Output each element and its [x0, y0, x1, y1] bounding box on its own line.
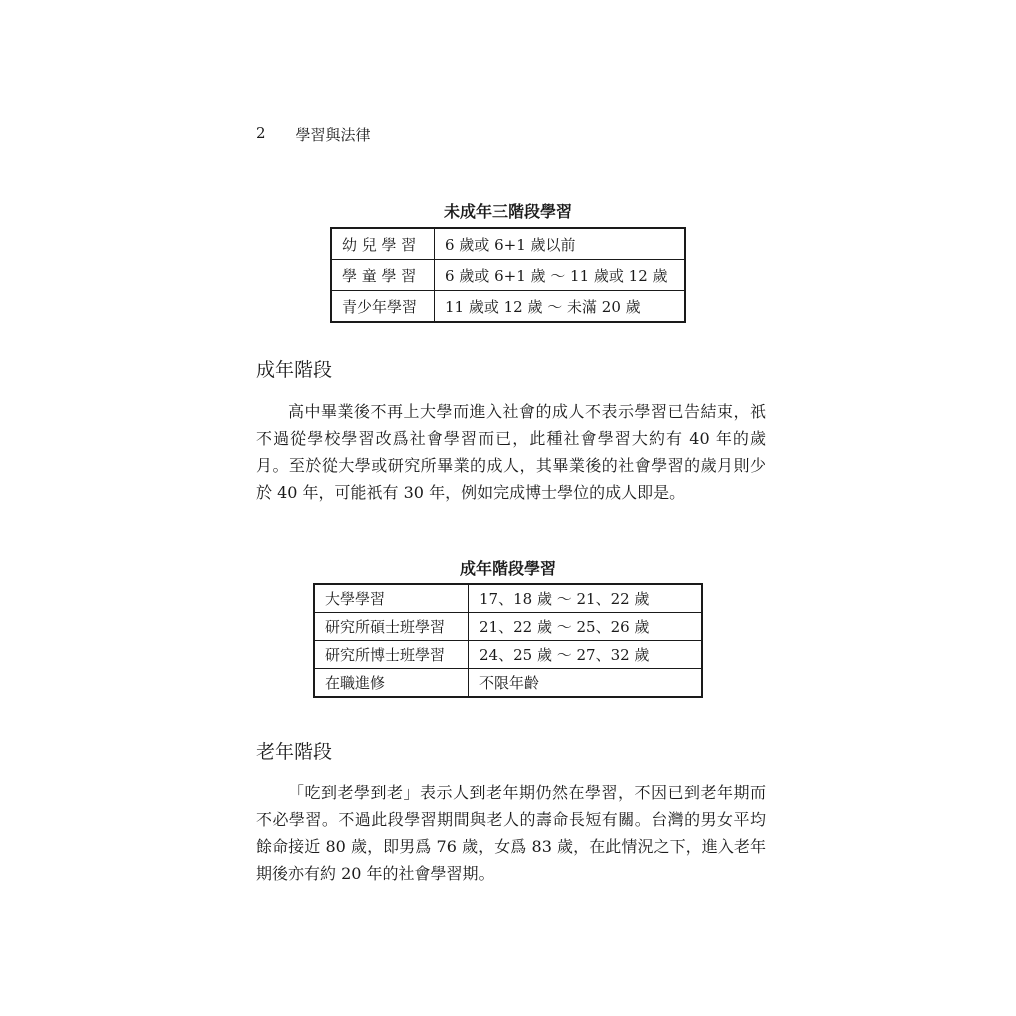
stage-cell: 青少年學習 — [331, 291, 435, 323]
table-row — [331, 260, 685, 291]
section-title-adult-stage: 成年階段 — [256, 359, 333, 381]
table-row — [331, 228, 685, 260]
stage-cell: 研究所碩士班學習 — [314, 613, 469, 641]
adult-stage-paragraph: 高中畢業後不再上大學而進入社會的成人不表示學習已告結束，祇不過從學校學習改爲社會學習而已，此種社會學習大約有 40 年的歲月。至於從大學或研究所畢業的成人，其畢業後的社會學習的歲月則少於 40 年，可能祇有 30 年，例如完成博士學位的成人即是。 — [256, 402, 766, 502]
age-range-cell: 17、18 歲 ～ 21、22 歲 — [469, 584, 703, 613]
stage-cell: 學 童 學 習 — [331, 260, 435, 291]
age-range-cell: 不限年齡 — [469, 669, 703, 698]
age-range-cell: 24、25 歲 ～ 27、32 歲 — [469, 641, 703, 669]
stage-cell: 研究所博士班學習 — [314, 641, 469, 669]
table2-caption: 成年階段學習 — [459, 559, 556, 578]
table-row — [314, 613, 702, 641]
age-range-cell: 21、22 歲 ～ 25、26 歲 — [469, 613, 703, 641]
old-age-stage-paragraph: 「吃到老學到老」表示人到老年期仍然在學習，不因已到老年期而不必學習。不過此段學習期間與老人的壽命長短有關。台灣的男女平均餘命接近 80 歲，即男爲 76 歲，女爲 83 歲，在此情況之下，進入老年期後亦有約 20 年的社會學習期。 — [256, 783, 766, 883]
page-number: 2 — [256, 124, 266, 142]
table-row — [331, 291, 685, 323]
age-range-cell: 11 歲或 12 歲 ～ 未滿 20 歲 — [435, 291, 686, 323]
section-title-old-age-stage: 老年階段 — [256, 741, 333, 763]
age-range-cell: 6 歲或 6+1 歲以前 — [435, 228, 686, 260]
table-row — [314, 669, 702, 698]
running-title: 學習與法律 — [295, 126, 371, 144]
table-row — [314, 584, 702, 613]
stage-cell: 大學學習 — [314, 584, 469, 613]
table1-caption: 未成年三階段學習 — [443, 202, 572, 221]
age-range-cell: 6 歲或 6+1 歲 ～ 11 歲或 12 歲 — [435, 260, 686, 291]
page-header — [256, 124, 371, 145]
adult-learning-stages-table — [313, 583, 703, 698]
stage-cell: 在職進修 — [314, 669, 469, 698]
table-row — [314, 641, 702, 669]
stage-cell: 幼 兒 學 習 — [331, 228, 435, 260]
minor-learning-stages-table — [330, 227, 686, 323]
